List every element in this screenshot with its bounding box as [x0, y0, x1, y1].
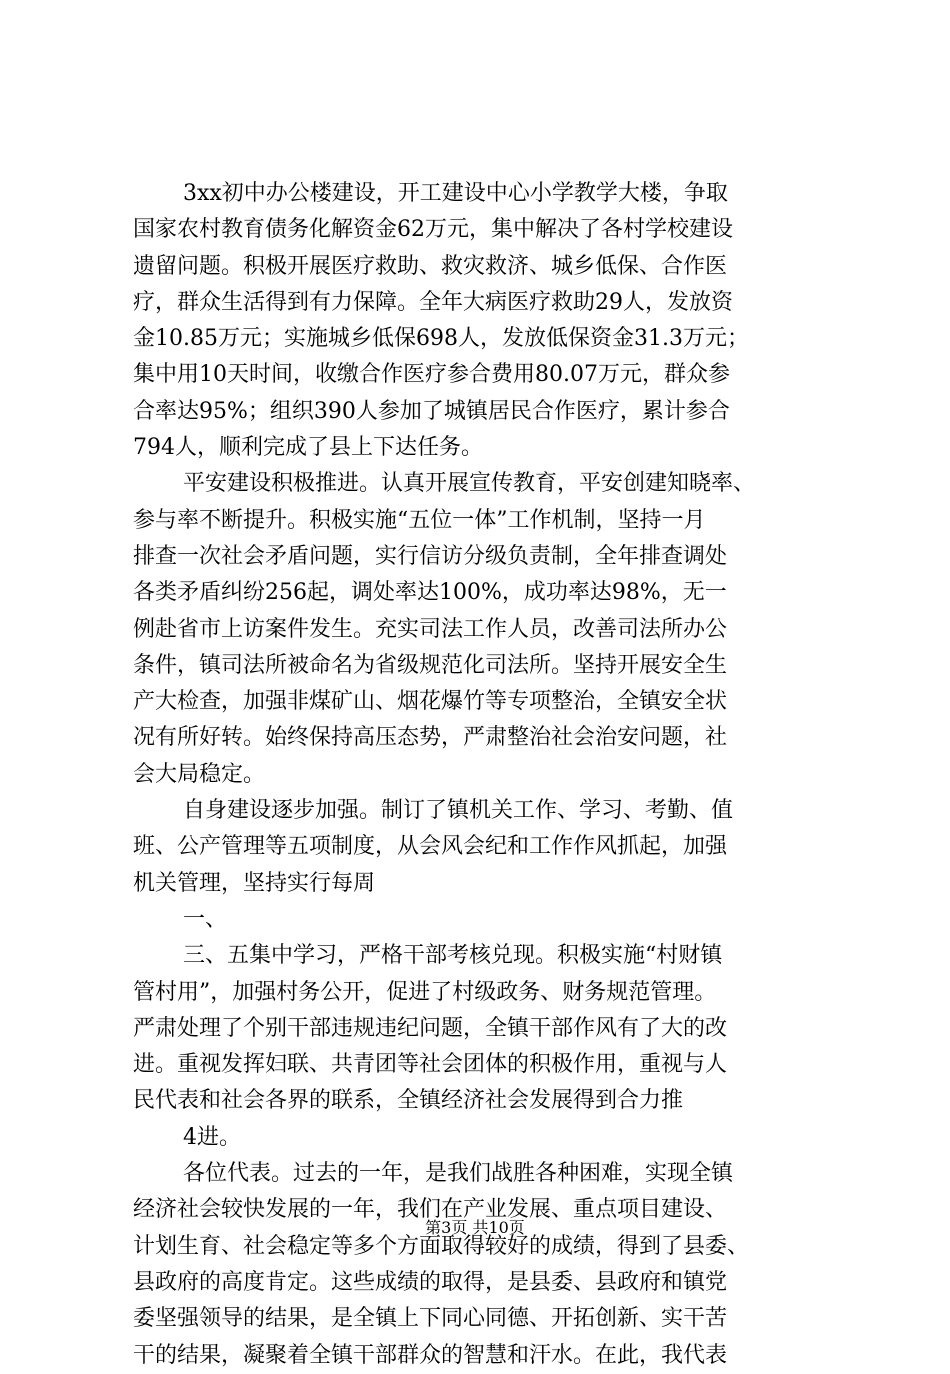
- text-line: 遗留问题。积极开展医疗救助、救灾救济、城乡低保、合作医: [133, 253, 728, 279]
- text-line: 例赴省市上访案件发生。充实司法工作人员，改善司法所办公: [133, 616, 728, 642]
- text-line: 产大检查，加强非煤矿山、烟花爆竹等专项整治，全镇安全状: [133, 689, 728, 715]
- text-line: 干的结果，凝聚着全镇干部群众的智慧和汗水。在此，我代表: [133, 1342, 728, 1368]
- text-line: 各位代表。过去的一年，是我们战胜各种困难，实现全镇: [183, 1161, 734, 1187]
- text-line: 集中用10天时间，收缴合作医疗参合费用80.07万元，群众参: [133, 362, 730, 388]
- text-line: 三、五集中学习，严格干部考核兑现。积极实施“村财镇: [183, 943, 723, 969]
- text-line: 委坚强领导的结果，是全镇上下同心同德、开拓创新、实干苦: [133, 1306, 728, 1332]
- text-line: 自身建设逐步加强。制订了镇机关工作、学习、考勤、值: [183, 798, 734, 824]
- text-line: 条件，镇司法所被命名为省级规范化司法所。坚持开展安全生: [133, 652, 728, 678]
- text-line: 计划生育、社会稳定等多个方面取得较好的成绩，得到了县委、: [133, 1233, 750, 1259]
- text-line: 合率达95%；组织390人参加了城镇居民合作医疗，累计参合: [133, 398, 730, 424]
- text-line: 机关管理，坚持实行每周: [133, 870, 376, 896]
- text-line: 经济社会较快发展的一年，我们在产业发展、重点项目建设、: [133, 1197, 728, 1223]
- text-line: 管村用”，加强村务公开，促进了村级政务、财务规范管理。: [133, 979, 717, 1005]
- text-line: 平安建设积极推进。认真开展宣传教育，平安创建知晓率、: [183, 471, 756, 497]
- text-line: 金10.85万元；实施城乡低保698人，发放低保资金31.3万元；: [133, 326, 749, 352]
- text-line: 民代表和社会各界的联系，全镇经济社会发展得到合力推: [133, 1088, 684, 1114]
- text-line: 国家农村教育债务化解资金62万元，集中解决了各村学校建设: [133, 217, 733, 243]
- text-line: 3xx初中办公楼建设，开工建设中心小学教学大楼，争取: [183, 181, 728, 206]
- page-footer: 第3页 共10页: [425, 1218, 525, 1237]
- text-line: 4进。: [183, 1124, 241, 1150]
- text-line: 县政府的高度肯定。这些成绩的取得，是县委、县政府和镇党: [133, 1269, 728, 1295]
- text-line: 会大局稳定。: [133, 761, 266, 787]
- text-line: 参与率不断提升。积极实施“五位一体”工作机制，坚持一月: [133, 507, 706, 533]
- text-line: 794人，顺利完成了县上下达任务。: [133, 435, 483, 461]
- text-line: 进。重视发挥妇联、共青团等社会团体的积极作用，重视与人: [133, 1052, 728, 1078]
- document-body: [133, 176, 843, 1374]
- text-line: 疗，群众生活得到有力保障。全年大病医疗救助29人，发放资: [133, 289, 733, 315]
- text-line: 一、: [183, 906, 228, 932]
- text-line: 严肃处理了个别干部违规违纪问题，全镇干部作风有了大的改: [133, 1015, 728, 1041]
- text-line: 排查一次社会矛盾问题，实行信访分级负责制，全年排查调处: [133, 543, 728, 569]
- text-line: 况有所好转。始终保持高压态势，严肃整治社会治安问题，社: [133, 725, 728, 751]
- text-line: 班、公产管理等五项制度，从会风会纪和工作作风抓起，加强: [133, 834, 728, 860]
- text-line: 各类矛盾纠纷256起，调处率达100%，成功率达98%，无一: [133, 580, 727, 606]
